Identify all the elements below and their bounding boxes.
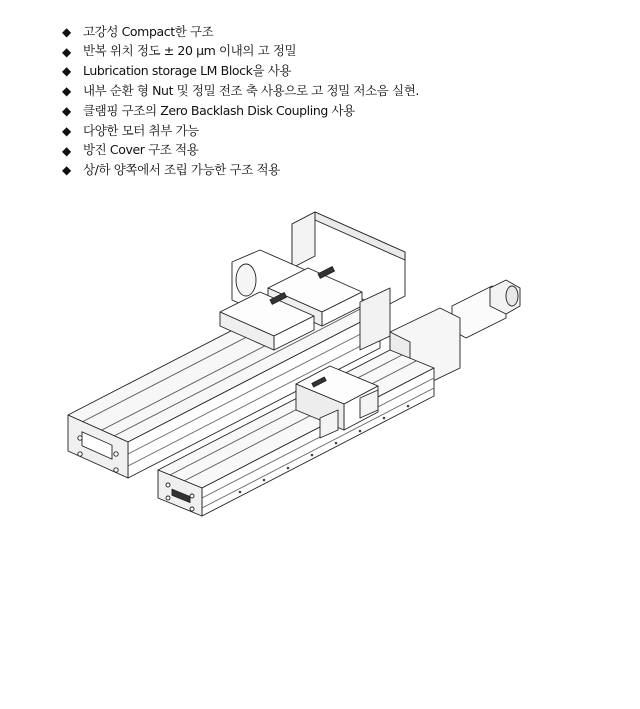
feature-text: 방진 Cover 구조 적용 [83, 142, 199, 158]
feature-item [62, 141, 419, 161]
feature-item [62, 42, 419, 62]
feature-list [62, 22, 419, 180]
feature-text: 클램핑 구조의 Zero Backlash Disk Coupling 사용 [83, 102, 355, 118]
feature-item [62, 101, 419, 121]
diamond-bullet-icon: ◆ [62, 64, 71, 79]
diamond-bullet-icon: ◆ [62, 123, 71, 138]
feature-item [62, 62, 419, 82]
feature-item [62, 121, 419, 141]
feature-text: 고강성 Compact한 구조 [83, 23, 214, 39]
feature-text: 상/하 양쪽에서 조립 가능한 구조 적용 [83, 162, 280, 178]
diamond-bullet-icon: ◆ [62, 44, 71, 59]
feature-text: 다양한 모터 취부 가능 [83, 122, 199, 138]
diamond-bullet-icon: ◆ [62, 24, 71, 39]
linear-actuator-illustration [60, 200, 530, 540]
feature-text: 내부 순환 형 Nut 및 정밀 전조 축 사용으로 고 정밀 저소음 실현. [83, 83, 419, 99]
feature-text: 반복 위치 정도 ± 20 μm 이내의 고 정밀 [83, 43, 297, 59]
feature-item [62, 81, 419, 101]
feature-item [62, 161, 419, 181]
feature-item [62, 22, 419, 42]
diamond-bullet-icon: ◆ [62, 143, 71, 158]
diamond-bullet-icon: ◆ [62, 163, 71, 178]
feature-text: Lubrication storage LM Block을 사용 [83, 63, 292, 79]
diamond-bullet-icon: ◆ [62, 84, 71, 99]
diamond-bullet-icon: ◆ [62, 104, 71, 119]
